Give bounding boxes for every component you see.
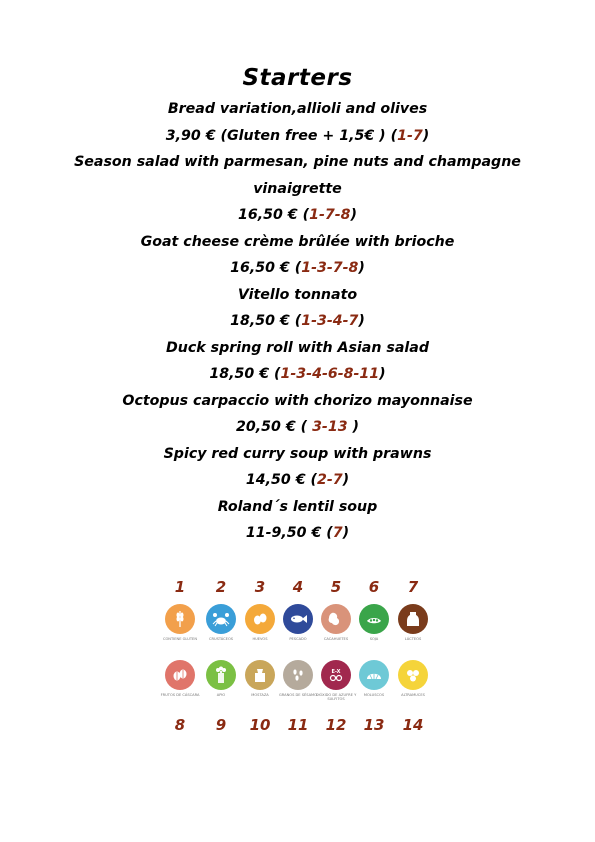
allergen-label: MOLUSCOS [363, 693, 385, 697]
item-price [0, 123, 595, 150]
item-price [0, 308, 595, 335]
allergen-label: CONTIENE GLUTEN [162, 637, 198, 641]
crab-icon [206, 604, 236, 634]
menu-item [0, 149, 595, 229]
allergen-icons-top [0, 604, 595, 660]
menu-item [0, 229, 595, 282]
nuts-icon [165, 660, 195, 690]
allergen-item [390, 660, 436, 697]
allergen-label: APIO [216, 693, 226, 697]
menu-item [0, 282, 595, 335]
item-price [0, 520, 595, 547]
menu-section [0, 62, 595, 547]
svg-text:E-X: E-X [331, 669, 341, 675]
menu-item [0, 96, 595, 149]
allergen-codes: 1-3-7-8 [301, 260, 359, 276]
sulphite-icon [321, 660, 351, 690]
fish-icon [283, 604, 313, 634]
price-text: 14,50 € ( [245, 472, 317, 488]
allergen-number: 13 [363, 716, 385, 734]
allergen-item [157, 604, 203, 641]
item-name: Vitello tonnato [237, 286, 358, 303]
allergen-codes: 1-7-8 [309, 207, 351, 223]
allergen-codes: 1-3-4-7 [301, 313, 359, 329]
allergen-legend [0, 578, 595, 742]
item-price [0, 467, 595, 494]
allergen-label: PESCADO [289, 637, 307, 641]
item-name: Goat cheese crème brûlée with brioche [140, 233, 455, 250]
item-price [0, 202, 595, 229]
allergen-number: 6 [368, 578, 380, 596]
price-text: 16,50 € ( [237, 207, 310, 223]
allergen-number: 9 [215, 716, 227, 734]
allergen-number: 4 [292, 578, 304, 596]
allergen-codes: 3-13 [312, 419, 353, 435]
item-price [0, 255, 595, 282]
item-name: Bread variation,allioli and olives [167, 101, 428, 117]
item-name: Spicy red curry soup with prawns [163, 445, 432, 462]
lupin-icon [398, 660, 428, 690]
allergen-number: 3 [254, 578, 266, 596]
allergen-label: GRANOS DE SÉSAMO [278, 693, 317, 697]
allergen-number: 11 [287, 716, 309, 734]
item-price [0, 414, 595, 441]
allergen-label: DIÓXIDO DE AZUFRE Y SULFITOS [315, 693, 357, 702]
allergen-codes: 7 [332, 525, 343, 541]
price-close: ) [352, 419, 359, 435]
allergen-codes: 1-7 [397, 127, 423, 144]
allergen-number: 2 [215, 578, 227, 596]
allergen-number: 7 [407, 578, 419, 596]
allergen-label: MOSTAZA [251, 693, 269, 697]
price-close: ) [350, 207, 357, 223]
peanut-icon [321, 604, 351, 634]
allergen-number: 1 [174, 578, 186, 596]
price-text: 16,50 € ( [230, 260, 302, 276]
menu-item [0, 388, 595, 441]
allergen-label: LÁCTEOS [404, 637, 422, 641]
allergen-number: 5 [330, 578, 342, 596]
item-price [0, 361, 595, 388]
allergen-label: CRUSTÁCEOS [208, 637, 234, 641]
allergen-label: ALTRAMUCES [401, 693, 425, 697]
milk-jug-icon [398, 604, 428, 634]
menu-item [0, 494, 595, 547]
item-name: Octopus carpaccio with chorizo mayonnaise [122, 392, 473, 409]
item-name: Roland´s lentil soup [217, 498, 378, 515]
celery-icon [206, 660, 236, 690]
shell-icon [359, 660, 389, 690]
sesame-icon [283, 660, 313, 690]
allergen-label: FRUTOS DE CÁSCARA [160, 693, 200, 697]
allergen-label: HUEVOS [252, 637, 268, 641]
mustard-icon [245, 660, 275, 690]
wheat-icon [165, 604, 195, 634]
allergen-number: 8 [174, 716, 186, 734]
allergen-label: SOJA [369, 637, 379, 641]
price-close: ) [422, 127, 430, 144]
price-close: ) [358, 260, 365, 276]
price-text: 20,50 € ( [236, 419, 313, 435]
price-text: 18,50 € ( [230, 313, 302, 329]
allergen-item [157, 660, 203, 697]
allergen-item [390, 604, 436, 641]
allergen-codes: 1-3-4-6-8-11 [280, 366, 380, 382]
price-text: 18,50 € ( [209, 366, 281, 382]
allergen-codes: 2-7 [317, 472, 343, 488]
item-name: Season salad with parmesan, pine nuts and champagne vinaigrette [74, 154, 521, 197]
price-close: ) [342, 525, 350, 541]
item-name: Duck spring roll with Asian salad [165, 339, 430, 356]
price-close: ) [358, 313, 365, 329]
allergen-icons-bottom [0, 660, 595, 716]
menu-items [0, 96, 595, 547]
menu-item [0, 441, 595, 494]
allergen-number: 14 [402, 716, 424, 734]
menu-item [0, 335, 595, 388]
allergen-number: 12 [325, 716, 347, 734]
price-close: ) [342, 472, 350, 488]
allergen-label: CACAHUETES [323, 637, 349, 641]
eggs-icon [245, 604, 275, 634]
price-text: 3,90 € (Gluten free + 1,5€ ) ( [165, 127, 398, 144]
allergen-numbers-bottom [0, 716, 595, 742]
allergen-number: 10 [249, 716, 271, 734]
allergen-numbers-top [0, 578, 595, 604]
soy-icon [359, 604, 389, 634]
price-text: 11-9,50 € ( [245, 525, 333, 541]
menu-title: Starters [242, 65, 353, 91]
price-close: ) [379, 366, 386, 382]
